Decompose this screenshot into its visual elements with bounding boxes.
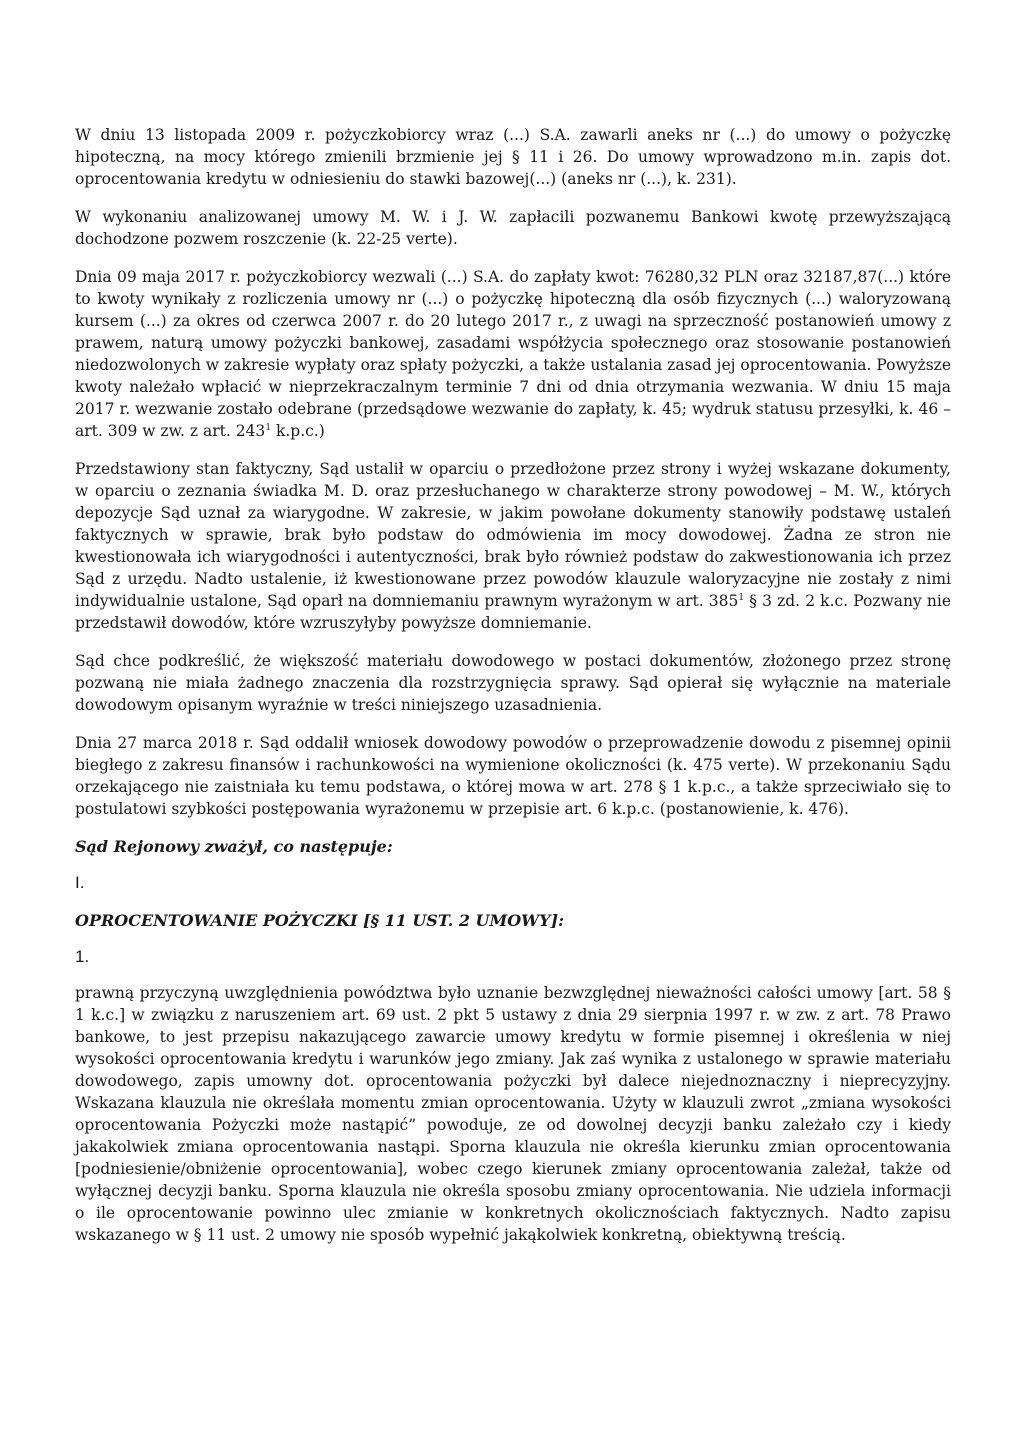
section-heading-zwazyl: Sąd Rejonowy zważył, co następuje:: [75, 837, 393, 856]
paragraph-material-dowodowy: Sąd chce podkreślić, że większość materiału dowodowego w postaci dokumentów, złożonego przez stronę pozwaną nie miała żadnego znaczenia dla rozstrzygnięcia sprawy. Sąd opierał się wyłącznie na materiale dowodowym opisanym wyraźnie w treści niniejszego uzasadnienia.: [75, 652, 951, 714]
section-heading-oprocentowanie: OPROCENTOWANIE POŻYCZKI [§ 11 UST. 2 UMOWY]:: [75, 911, 565, 930]
paragraph-wezwanie-tail: k.p.c.): [271, 422, 325, 440]
roman-numeral: I.: [75, 873, 85, 892]
superscript: 1: [738, 592, 745, 603]
paragraph-wezwanie: [75, 266, 951, 442]
paragraph-stan-faktyczny-tail: § 3 zd. 2 k.c. Pozwany nie przedstawił dowodów, które wzruszyłyby powyższe domniemanie.: [75, 592, 951, 632]
superscript: 1: [265, 422, 272, 433]
paragraph-wniosek-dowodowy: Dnia 27 marca 2018 r. Sąd oddalił wniosek dowodowy powodów o przeprowadzenie dowodu z pisemnej opinii biegłego z zakresu finansów i rachunkowości na wymienione okoliczności (k. 475 verte). W przekonaniu Sądu orzekającego nie zaistniała ku temu podstawa, o której mowa w art. 278 § 1 k.p.c., a także sprzeciwiało się to postulatowi szybkości postępowania wyrażonemu w przepisie art. 6 k.p.c. (postanowienie, k. 476).: [75, 734, 951, 818]
document-body: [75, 124, 951, 1262]
list-number: 1.: [75, 947, 90, 966]
paragraph-stan-faktyczny: [75, 458, 951, 634]
paragraph-wykonanie-umowy: W wykonaniu analizowanej umowy M. W. i J. W. zapłacili pozwanemu Bankowi kwotę przewyższającą dochodzone pozwem roszczenie (k. 22-25 verte).: [75, 208, 951, 248]
paragraph-stan-faktyczny-text: Przedstawiony stan faktyczny, Sąd ustalił w oparciu o przedłożone przez strony i wyżej wskazane dokumenty, w oparciu o zeznania świadka M. D. oraz przesłuchanego w charakterze strony powodowej – M. W., których depozycje Sąd uznał za wiarygodne. W zakresie, w jakim powołane dokumenty stanowiły podstawę ustaleń faktycznych w sprawie, brak było podstaw do odmówienia im mocy dowodowej. Żadna ze stron nie kwestionowała ich wiarygodności i autentyczności, brak było również podstaw do zakwestionowania ich przez Sąd z urzędu. Nadto ustalenie, iż kwestionowane przez powodów klauzule waloryzacyjne nie zostały z nimi indywidualnie ustalone, Sąd oparł na domniemaniu prawnym wyrażonym w art. 385: [75, 460, 951, 610]
paragraph-przyczyna: prawną przyczyną uwzględnienia powództwa było uznanie bezwzględnej nieważności całości umowy [art. 58 § 1 k.c.] w związku z naruszeniem art. 69 ust. 2 pkt 5 ustawy z dnia 29 sierpnia 1997 r. w zw. z art. 78 Prawo bankowe, to jest przepisu nakazującego zawarcie umowy kredytu w formie pisemnej i określenia w niej wysokości oprocentowania kredytu i warunków jego zmiany. Jak zaś wynika z ustalonego w sprawie materiału dowodowego, zapis umowny dot. oprocentowania pożyczki był dalece niejednoznaczny i nieprecyzyjny. Wskazana klauzula nie określała momentu zmian oprocentowania. Użyty w klauzuli zwrot „zmiana wysokości oprocentowania Pożyczki może nastąpić” powoduje, ze od dowolnej decyzji banku zależało czy i kiedy jakakolwiek zmiana oprocentowania nastąpi. Sporna klauzula nie określa kierunku zmian oprocentowania [podniesienie/obniżenie oprocentowania], wobec czego kierunek zmiany oprocentowania zależał, także od wyłącznej decyzji banku. Sporna klauzula nie określa sposobu zmiany oprocentowania. Nie udziela informacji o ile oprocentowanie powinno ulec zmianie w konkretnych okolicznościach faktycznych. Nadto zapisu wskazanego w § 11 ust. 2 umowy nie sposób wypełnić jakąkolwiek konkretną, obiektywną treścią.: [75, 984, 951, 1244]
paragraph-aneks: W dniu 13 listopada 2009 r. pożyczkobiorcy wraz (...) S.A. zawarli aneks nr (...) do umowy o pożyczkę hipoteczną, na mocy którego zmienili brzmienie jej § 11 i 26. Do umowy wprowadzono m.in. zapis dot. oprocentowania kredytu w odniesieniu do stawki bazowej(...) (aneks nr (...), k. 231).: [75, 126, 951, 188]
paragraph-wezwanie-text: Dnia 09 maja 2017 r. pożyczkobiorcy wezwali (...) S.A. do zapłaty kwot: 76280,32 PLN oraz 32187,87(...) które to kwoty wynikały z rozliczenia umowy nr (...) o pożyczkę hipoteczną dla osób fizycznych (...) waloryzowaną kursem (...) za okres od czerwca 2007 r. do 20 lutego 2017 r., z uwagi na sprzeczność postanowień umowy z prawem, naturą umowy pożyczki bankowej, zasadami współżycia społecznego oraz stosowanie postanowień niedozwolonych w zakresie wypłaty oraz spłaty pożyczki, a także ustalania zasad jej oprocentowania. Powyższe kwoty należało wpłacić w nieprzekraczalnym terminie 7 dni od dnia otrzymania wezwania. W dniu 15 maja 2017 r. wezwanie zostało odebrane (przedsądowe wezwanie do zapłaty, k. 45; wydruk statusu przesyłki, k. 46 – art. 309 w zw. z art. 243: [75, 268, 951, 440]
